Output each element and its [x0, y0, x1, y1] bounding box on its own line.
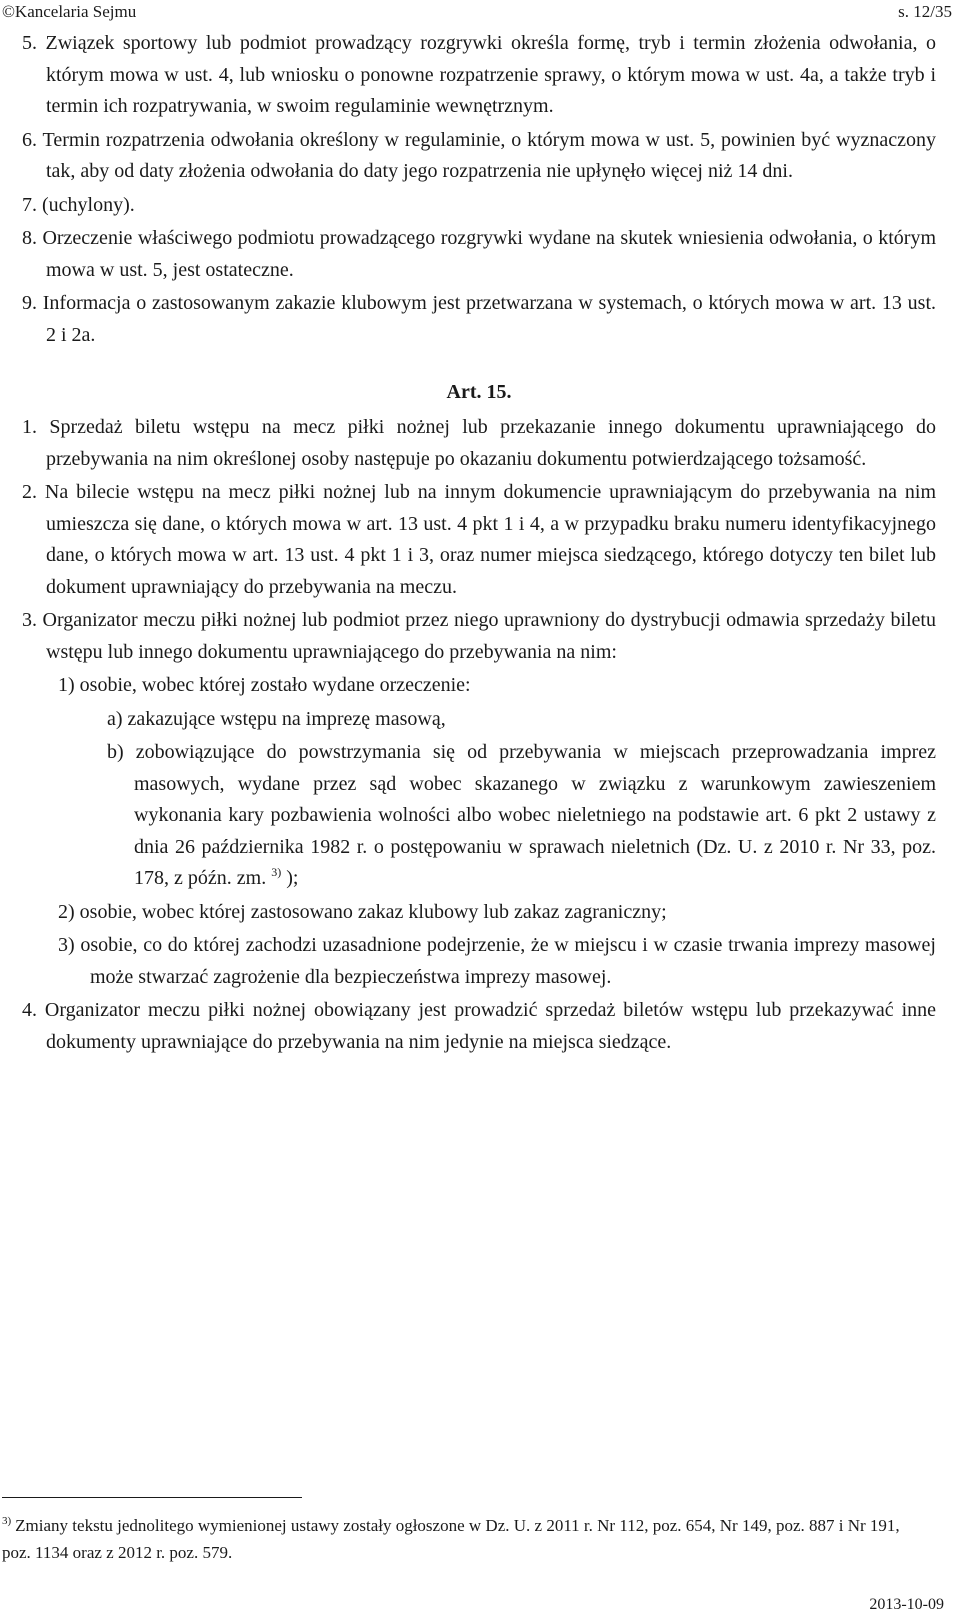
paragraph-8: 8. Orzeczenie właściwego podmiotu prowadzącego rozgrywki wydane na skutek wniesienia odwołania, o którym mowa w ust. 5, jest ostateczne.	[22, 227, 936, 281]
article-title: Art. 15.	[446, 381, 512, 403]
document-date: 2013-10-09	[869, 1596, 944, 1613]
paragraph-5: 5. Związek sportowy lub podmiot prowadzący rozgrywki określa formę, tryb i termin złożenia odwołania, o którym mowa w ust. 4, lub wniosku o ponowne rozpatrzenie sprawy, o którym mowa w ust. 4a, a także tryb i termin ich rozpatrywania, w swoim regulaminie wewnętrznym.	[22, 32, 936, 117]
art15-point-2: 2) osobie, wobec której zastosowano zakaz klubowy lub zakaz zagraniczny;	[58, 900, 667, 923]
letter-b-text: b) zobowiązujące do powstrzymania się od przebywania w miejscach przeprowadzania imprez masowych, wydane przez sąd wobec skazanego w związku z warunkowym zawieszeniem wykonania kary pozbawienia wolności albo wobec nieletniego na podstawie art. 6 pkt 2 ustawy z dnia 26 października 1982 r. o postępowaniu w sprawach nieletnich (Dz. U. z 2010 r. Nr 33, poz. 178, z późn. zm.	[107, 741, 936, 889]
page-number: s. 12/35	[898, 2, 952, 21]
art15-paragraph-1: 1. Sprzedaż biletu wstępu na mecz piłki nożnej lub przekazanie innego dokumentu uprawniającego do przebywania na nim określonej osoby następuje po okazaniu dokumentu potwierdzającego tożsamość.	[22, 416, 936, 470]
footnote-divider	[2, 1497, 302, 1498]
footnote-mark: 3)	[2, 1515, 12, 1527]
footnote-ref[interactable]: 3)	[271, 865, 282, 879]
footnote	[2, 1512, 920, 1566]
paragraph-7: 7. (uchylony).	[22, 193, 135, 216]
art15-point-1: 1) osobie, wobec której zostało wydane orzeczenie:	[58, 674, 471, 696]
art15-letter-a: a) zakazujące wstępu na imprezę masową,	[107, 707, 446, 730]
art15-paragraph-2: 2. Na bilecie wstępu na mecz piłki nożnej lub na innym dokumencie uprawniającym do przebywania na nim umieszcza się dane, o których mowa w art. 13 ust. 4 pkt 1 i 4, a w przypadku braku numeru identyfikacyjnego dane, o których mowa w art. 13 ust. 4 pkt 1 i 3, oraz numer miejsca siedzącego, którego dotyczy ten bilet lub dokument uprawniający do przebywania na meczu.	[22, 481, 936, 598]
paragraph-9: 9. Informacja o zastosowanym zakazie klubowym jest przetwarzana w systemach, o których mowa w art. 13 ust. 2 i 2a.	[22, 292, 936, 346]
art15-point-3: 3) osobie, co do której zachodzi uzasadnione podejrzenie, że w miejscu i w czasie trwania imprezy masowej może stwarzać zagrożenie dla bezpieczeństwa imprezy masowej.	[58, 934, 936, 988]
document-body	[22, 28, 936, 1060]
footnote-text: Zmiany tekstu jednolitego wymienionej ustawy zostały ogłoszone w Dz. U. z 2011 r. Nr 112, poz. 654, Nr 149, poz. 887 i Nr 191, poz. 1134 oraz z 2012 r. poz. 579.	[2, 1516, 900, 1562]
art15-paragraph-3: 3. Organizator meczu piłki nożnej lub podmiot przez niego uprawniony do dystrybucji odmawia sprzedaży biletu wstępu lub innego dokumentu uprawniającego do przebywania na nim:	[22, 609, 936, 663]
letter-b-end: );	[286, 867, 299, 889]
art15-paragraph-4: 4. Organizator meczu piłki nożnej obowiązany jest prowadzić sprzedaż biletów wstępu lub przekazywać inne dokumenty uprawniające do przebywania na nim jedynie na miejsca siedzące.	[22, 999, 936, 1053]
art15-letter-b	[22, 737, 936, 895]
copyright-header: ©Kancelaria Sejmu	[2, 2, 137, 21]
paragraph-6: 6. Termin rozpatrzenia odwołania określony w regulaminie, o którym mowa w ust. 5, powinien być wyznaczony tak, aby od daty złożenia odwołania do daty jego rozpatrzenia nie upłynęło więcej niż 14 dni.	[22, 128, 936, 182]
